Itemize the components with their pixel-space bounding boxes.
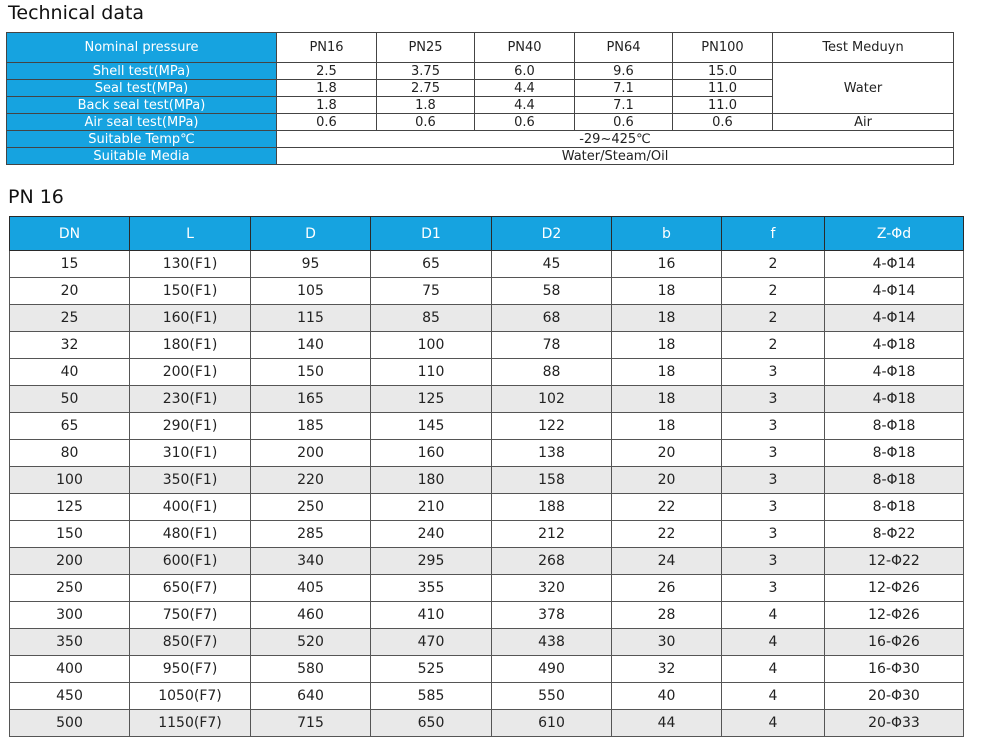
table-cell: 150 (251, 359, 371, 386)
table-cell: 32 (612, 656, 722, 683)
table-cell: 378 (492, 602, 612, 629)
table-cell: 40 (612, 683, 722, 710)
table-cell: 32 (10, 332, 130, 359)
table-cell: 950(F7) (130, 656, 251, 683)
table-cell: 8-Φ18 (825, 494, 964, 521)
table-cell: 138 (492, 440, 612, 467)
table-cell: 20 (612, 440, 722, 467)
table-cell: 210 (371, 494, 492, 521)
table-row (10, 602, 964, 629)
test-value: 2.75 (377, 80, 475, 97)
pn-column-header: PN100 (673, 33, 773, 63)
table-cell: 180 (371, 467, 492, 494)
table-cell: 20-Φ33 (825, 710, 964, 737)
table-cell: 160 (371, 440, 492, 467)
table-cell: 26 (612, 575, 722, 602)
suitable-media-row (7, 148, 954, 165)
table-cell: 550 (492, 683, 612, 710)
table-cell: 2 (722, 332, 825, 359)
table-cell: 310(F1) (130, 440, 251, 467)
table-cell: 250 (251, 494, 371, 521)
pn16-dimensions-table (9, 216, 964, 737)
table-cell: 145 (371, 413, 492, 440)
table-cell: 185 (251, 413, 371, 440)
table-row (10, 359, 964, 386)
technical-data-title: Technical data (8, 2, 145, 24)
test-value: 0.6 (673, 114, 773, 131)
table-cell: 50 (10, 386, 130, 413)
test-value: 4.4 (475, 97, 575, 114)
row-label: Shell test(MPa) (7, 63, 277, 80)
table-cell: 400 (10, 656, 130, 683)
table-cell: 65 (371, 251, 492, 278)
table-cell: 200(F1) (130, 359, 251, 386)
table-cell: 3 (722, 575, 825, 602)
table-cell: 4 (722, 629, 825, 656)
table-cell: 350 (10, 629, 130, 656)
test-value: 11.0 (673, 80, 773, 97)
table-cell: 88 (492, 359, 612, 386)
test-value: 1.8 (277, 97, 377, 114)
table-cell: 610 (492, 710, 612, 737)
table-cell: 12-Φ26 (825, 602, 964, 629)
test-value: 11.0 (673, 97, 773, 114)
table-cell: 18 (612, 305, 722, 332)
test-medium-water: Water (773, 63, 954, 114)
table-cell: 125 (371, 386, 492, 413)
table-row (10, 251, 964, 278)
air-seal-test-row (7, 114, 954, 131)
table-cell: 460 (251, 602, 371, 629)
table-cell: 4-Φ18 (825, 359, 964, 386)
table-row (10, 710, 964, 737)
table-cell: 28 (612, 602, 722, 629)
table-cell: 525 (371, 656, 492, 683)
pn16-title: PN 16 (8, 186, 64, 208)
table-cell: 520 (251, 629, 371, 656)
table-cell: 470 (371, 629, 492, 656)
table-cell: 295 (371, 548, 492, 575)
table-cell: 600(F1) (130, 548, 251, 575)
table-row (10, 440, 964, 467)
table-cell: 650(F7) (130, 575, 251, 602)
table-cell: 18 (612, 332, 722, 359)
table-cell: 410 (371, 602, 492, 629)
table-cell: 285 (251, 521, 371, 548)
table-row (10, 386, 964, 413)
test-value: 1.8 (377, 97, 475, 114)
technical-data-table (6, 32, 954, 165)
table-cell: 3 (722, 548, 825, 575)
table-cell: 105 (251, 278, 371, 305)
table-cell: 18 (612, 386, 722, 413)
table-cell: 300 (10, 602, 130, 629)
table-cell: 12-Φ22 (825, 548, 964, 575)
table-cell: 16-Φ30 (825, 656, 964, 683)
table-cell: 18 (612, 413, 722, 440)
table-row (10, 494, 964, 521)
row-label: Seal test(MPa) (7, 80, 277, 97)
test-value: 0.6 (475, 114, 575, 131)
table-cell: 180(F1) (130, 332, 251, 359)
table-row (10, 305, 964, 332)
table-cell: 20 (10, 278, 130, 305)
shell-test-row (7, 63, 954, 80)
table-cell: 200 (10, 548, 130, 575)
table-row (10, 413, 964, 440)
table-cell: 212 (492, 521, 612, 548)
table-row (10, 467, 964, 494)
column-header: L (130, 217, 251, 251)
table-cell: 4 (722, 602, 825, 629)
table-cell: 480(F1) (130, 521, 251, 548)
table-cell: 340 (251, 548, 371, 575)
table-cell: 4 (722, 710, 825, 737)
pn-column-header: PN64 (575, 33, 673, 63)
table-cell: 1050(F7) (130, 683, 251, 710)
table-cell: 3 (722, 521, 825, 548)
table-cell: 150(F1) (130, 278, 251, 305)
column-header: D2 (492, 217, 612, 251)
table-row (10, 656, 964, 683)
table-cell: 44 (612, 710, 722, 737)
table-row (10, 683, 964, 710)
pn16-header-row (10, 217, 964, 251)
table-cell: 200 (251, 440, 371, 467)
column-header: D1 (371, 217, 492, 251)
table-cell: 290(F1) (130, 413, 251, 440)
table-cell: 20-Φ30 (825, 683, 964, 710)
table-cell: 8-Φ22 (825, 521, 964, 548)
table-cell: 715 (251, 710, 371, 737)
test-value: 0.6 (575, 114, 673, 131)
suitable-temp-label: Suitable Temp℃ (7, 131, 277, 148)
table-cell: 22 (612, 521, 722, 548)
table-cell: 25 (10, 305, 130, 332)
table-cell: 438 (492, 629, 612, 656)
table-cell: 850(F7) (130, 629, 251, 656)
table-cell: 3 (722, 359, 825, 386)
test-value: 4.4 (475, 80, 575, 97)
table-cell: 16 (612, 251, 722, 278)
technical-header-row (7, 33, 954, 63)
table-cell: 30 (612, 629, 722, 656)
test-value: 3.75 (377, 63, 475, 80)
table-cell: 24 (612, 548, 722, 575)
column-header: Z-Φd (825, 217, 964, 251)
table-cell: 490 (492, 656, 612, 683)
table-cell: 115 (251, 305, 371, 332)
table-cell: 45 (492, 251, 612, 278)
table-cell: 640 (251, 683, 371, 710)
test-value: 7.1 (575, 97, 673, 114)
suitable-media-value: Water/Steam/Oil (277, 148, 954, 165)
table-cell: 22 (612, 494, 722, 521)
pn-column-header: PN25 (377, 33, 475, 63)
table-cell: 20 (612, 467, 722, 494)
table-cell: 500 (10, 710, 130, 737)
table-cell: 650 (371, 710, 492, 737)
column-header: DN (10, 217, 130, 251)
table-cell: 4-Φ18 (825, 332, 964, 359)
table-cell: 18 (612, 278, 722, 305)
table-cell: 100 (10, 467, 130, 494)
table-cell: 110 (371, 359, 492, 386)
table-cell: 4-Φ18 (825, 386, 964, 413)
table-cell: 4 (722, 683, 825, 710)
table-cell: 405 (251, 575, 371, 602)
table-cell: 8-Φ18 (825, 467, 964, 494)
test-value: 6.0 (475, 63, 575, 80)
table-cell: 130(F1) (130, 251, 251, 278)
table-cell: 3 (722, 440, 825, 467)
table-cell: 3 (722, 413, 825, 440)
table-cell: 85 (371, 305, 492, 332)
test-value: 1.8 (277, 80, 377, 97)
table-cell: 8-Φ18 (825, 440, 964, 467)
table-cell: 160(F1) (130, 305, 251, 332)
table-cell: 188 (492, 494, 612, 521)
table-row (10, 278, 964, 305)
table-cell: 165 (251, 386, 371, 413)
test-value: 2.5 (277, 63, 377, 80)
table-cell: 100 (371, 332, 492, 359)
table-cell: 3 (722, 494, 825, 521)
table-cell: 1150(F7) (130, 710, 251, 737)
table-cell: 268 (492, 548, 612, 575)
table-cell: 15 (10, 251, 130, 278)
test-medium-header: Test Meduyn (773, 33, 954, 63)
row-label: Back seal test(MPa) (7, 97, 277, 114)
table-cell: 58 (492, 278, 612, 305)
table-row (10, 521, 964, 548)
table-cell: 122 (492, 413, 612, 440)
table-row (10, 548, 964, 575)
table-cell: 80 (10, 440, 130, 467)
table-cell: 102 (492, 386, 612, 413)
table-cell: 158 (492, 467, 612, 494)
table-row (10, 629, 964, 656)
suitable-temp-row (7, 131, 954, 148)
table-cell: 450 (10, 683, 130, 710)
table-cell: 3 (722, 467, 825, 494)
table-cell: 230(F1) (130, 386, 251, 413)
table-cell: 65 (10, 413, 130, 440)
table-cell: 220 (251, 467, 371, 494)
table-row (10, 332, 964, 359)
table-cell: 250 (10, 575, 130, 602)
table-cell: 68 (492, 305, 612, 332)
table-cell: 400(F1) (130, 494, 251, 521)
table-cell: 125 (10, 494, 130, 521)
column-header: f (722, 217, 825, 251)
table-cell: 2 (722, 251, 825, 278)
table-cell: 4 (722, 656, 825, 683)
table-cell: 240 (371, 521, 492, 548)
table-cell: 4-Φ14 (825, 251, 964, 278)
row-label: Air seal test(MPa) (7, 114, 277, 131)
table-cell: 8-Φ18 (825, 413, 964, 440)
table-cell: 350(F1) (130, 467, 251, 494)
table-cell: 140 (251, 332, 371, 359)
table-cell: 150 (10, 521, 130, 548)
table-row (10, 575, 964, 602)
test-value: 0.6 (277, 114, 377, 131)
nominal-pressure-label: Nominal pressure (7, 33, 277, 63)
test-value: 7.1 (575, 80, 673, 97)
table-cell: 320 (492, 575, 612, 602)
table-cell: 95 (251, 251, 371, 278)
column-header: D (251, 217, 371, 251)
table-cell: 2 (722, 278, 825, 305)
test-medium-air: Air (773, 114, 954, 131)
pn-column-header: PN40 (475, 33, 575, 63)
suitable-media-label: Suitable Media (7, 148, 277, 165)
table-cell: 18 (612, 359, 722, 386)
test-value: 15.0 (673, 63, 773, 80)
table-cell: 2 (722, 305, 825, 332)
pn-column-header: PN16 (277, 33, 377, 63)
table-cell: 750(F7) (130, 602, 251, 629)
table-cell: 585 (371, 683, 492, 710)
column-header: b (612, 217, 722, 251)
table-cell: 4-Φ14 (825, 305, 964, 332)
suitable-temp-value: -29~425℃ (277, 131, 954, 148)
table-cell: 355 (371, 575, 492, 602)
table-cell: 3 (722, 386, 825, 413)
pn16-table-body (10, 251, 964, 737)
table-cell: 4-Φ14 (825, 278, 964, 305)
table-cell: 75 (371, 278, 492, 305)
test-value: 9.6 (575, 63, 673, 80)
test-value: 0.6 (377, 114, 475, 131)
table-cell: 580 (251, 656, 371, 683)
table-cell: 12-Φ26 (825, 575, 964, 602)
table-cell: 78 (492, 332, 612, 359)
table-cell: 40 (10, 359, 130, 386)
table-cell: 16-Φ26 (825, 629, 964, 656)
